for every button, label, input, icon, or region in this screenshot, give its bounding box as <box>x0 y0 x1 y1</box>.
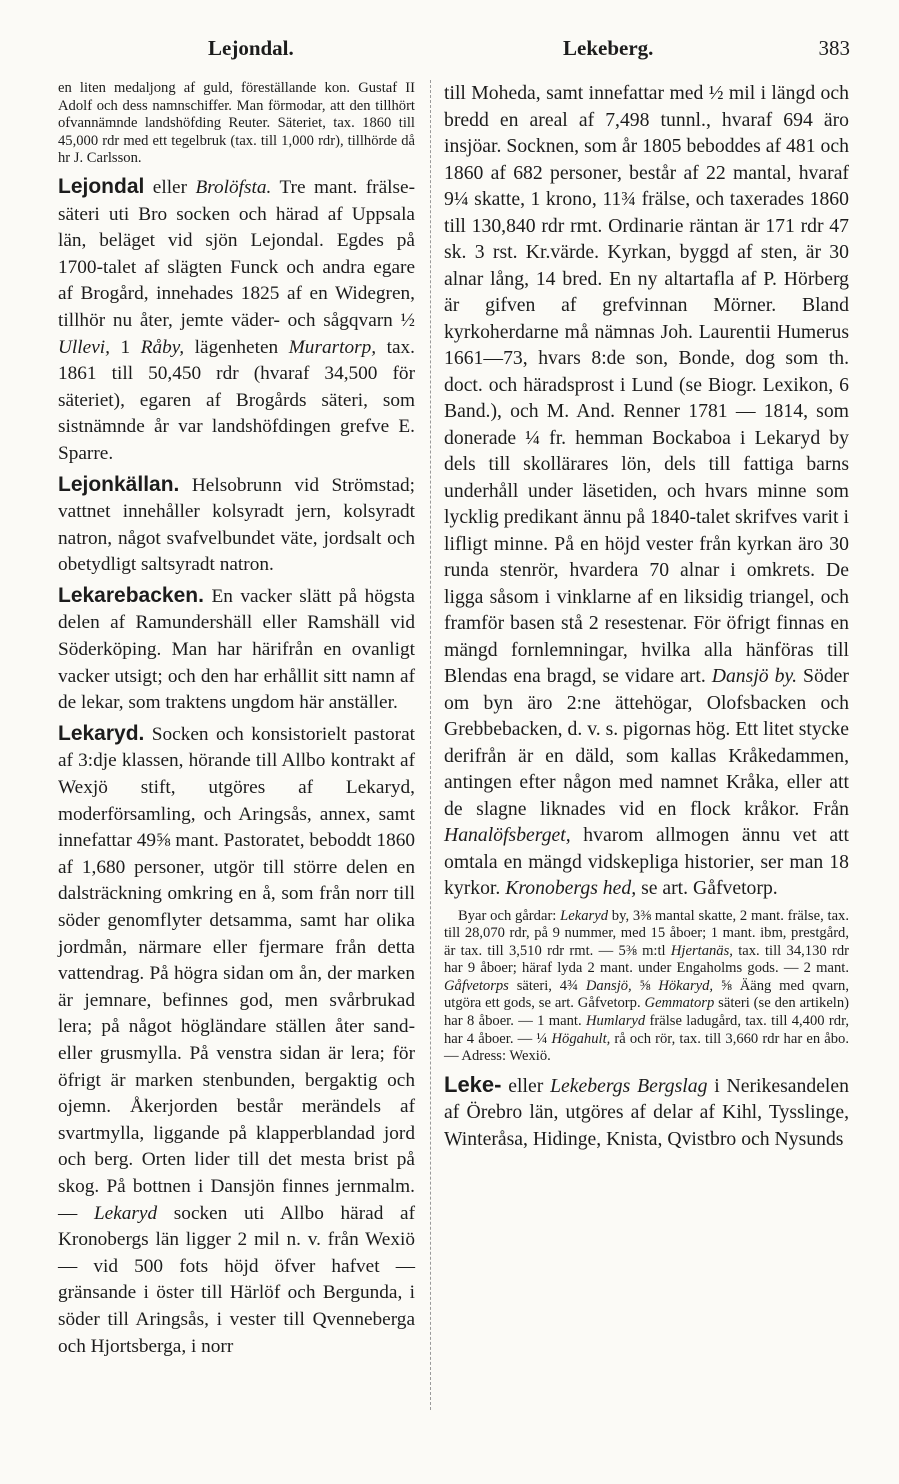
entry-lekaryd: Lekaryd. Socken och konsistorielt pastorat af 3:dje klassen, hörande till Allbo kontrakt af Wexjö stift, utgöres af Lekaryd, moderförsamling, och Aringsås, annex, samt innefattar 49⅝ mant. Pastoratet, beboddt 1860 af 1,680 personer, utgör till större delen en dalsträckning omkring en å, som från norr till söder genomflyter detsamma, samt har olika jordmån, närmare eller fjermare från detta vattendrag. På högra sidan om ån, der marken är jemnare, befinnes god, men svårbrukad lera; på något högländare ställen åter sand- eller grusmylla. På venstra sidan är lera; för öfrigt är marken stenbunden, bergaktig och ojemn. Åkerjorden består merändels af svartmylla, liggande på klapperblandad jord och berg. Orten lider till det mesta brist på skog. På bottnen i Dansjön finnes jernmalm. — Lekaryd socken uti Allbo härad af Kronobergs län ligger 2 mil n. v. från Wexiö — vid 500 fots höjd öfver hafvet — gränsande i öster till Härlöf och Bergunda, i söder till Aringsås, i vester till Qvenneberga och Hjortsberga, i norr <box>58 721 415 1357</box>
entry-leke: Leke- eller Lekebergs Bergslag i Nerikesandelen af Örebro län, utgöres af delar af Kihl, Tysslinge, Winteråsa, Hidinge, Knista, Qvistbro och Nysunds <box>444 1071 849 1150</box>
entry-lekarebacken: Lekarebacken. En vacker slätt på högsta delen af Ramundershäll eller Ramshäll vid Söderköping. Man har härifrån en ovanligt vacker utsigt; och den har erhållit sitt namn af de lekar, som traktens ungdom här anställer. <box>58 583 415 714</box>
entry-lejondal: Lejondal eller Brolöfsta. Tre mant. frälse-säteri uti Bro socken och härad af Uppsala län, beläget vid sjön Lejondal. Egdes på 1700-talet af slägten Funck och andra egare af Brogård, innehades 1825 af en Widegren, tillhör nu åter, jemte väder- och sågqvarn ½ Ullevi, 1 Råby, lägenheten Murartorp, tax. 1861 till 50,450 rdr (hvaraf 34,500 för säteriet), egaren af Brogårds säteri, som sistnämnde år var landshöfdingen grefve E. Sparre. <box>58 174 416 464</box>
right-column <box>444 80 849 1152</box>
lemma-lekarebacken: Lekarebacken. <box>58 583 204 607</box>
entry-lekaryd-continued: till Moheda, samt innefattar med ½ mil i längd och bredd en areal af 7,498 tunnl., hvaraf 694 äro insjöar. Socknen, som år 1805 beboddes af 481 och 1860 af 682 personer, består af 22 mantal, hvaraf 9¼ skatte, 1 krono, 11¾ frälse, och taxerades 1860 till 130,840 rdr rmt. Ordinarie räntan är 171 rdr 47 sk. 3 rst. Kr.värde. Kyrkan, byggd af sten, är 30 alnar lång, 14 bred. En ny altartafla af P. Hörberg är gifven af grefvinnan Mörner. Bland kyrkoherdarne må nämnas Joh. Laurentii Humerus 1661—73, hvars 8:de son, Bonde, dog som th. doct. och häradsprost i Lund (se Biogr. Lexikon, 6 Band.), och M. And. Renner 1781 — 1814, som donerade ¼ fr. hemman Bockaboa i Lekaryd by dels till skollärares lön, dels till fattiga barns underhåll under läsetiden, och hvars minne som lycklig predikant ännu på 1840-talet skrifves varit i lifligt minne. På en höjd vester från kyrkan äro 30 runda stenrör, hvardera 70 alnar i omkrets. De ligga såsom i vinklarne af en liksidig triangel, och framför basen stå 2 resestenar. För öfrigt finnas en mängd fornlemningar, hvilka alla hänföras till Blendas ena bragd, se vidare art. Dansjö by. Söder om byn äro 2:ne ättehögar, Olofsbacken och Grebbebacken, d. v. s. pigornas hög. Ett litet stycke derifrån är en däld, som kallas Kråkedammen, antingen efter någon med namnet Kråka, eller att de slagne liknades vid en flock kråkor. Från Hanalöfsberget, hvarom allmogen ännu vet att omtala en mängd vidskepliga historier, ser man 18 kyrkor. Kronobergs hed, se art. Gåfvetorp. <box>444 82 849 899</box>
header-left-title: Lejondal. <box>208 36 294 60</box>
header-right-title: Lekeberg. <box>563 36 654 60</box>
lemma-lejondal: Lejondal <box>58 174 145 198</box>
lemma-leke: Leke- <box>444 1071 502 1097</box>
left-column <box>58 80 415 1360</box>
running-header <box>58 36 850 66</box>
lemma-lekaryd: Lekaryd. <box>58 721 145 745</box>
lemma-lejonkallan: Lejonkällan. <box>58 472 180 496</box>
entry-lejonkallan: Lejonkällan. Helsobrunn vid Strömstad; vattnet innehåller kolsyradt jern, kolsyradt natron, något svafvelbundet väte, jordsalt och obetydligt saltsyradt natron. <box>58 472 415 576</box>
intro-small-paragraph: en liten medaljong af guld, föreställande kon. Gustaf II Adolf och dess namnschiffer. Man förmodar, att den tillhört ofvannämnde landshöfding Reuter. Säteriet, tax. 1860 till 45,000 rdr med ett tegelbruk (tax. till 1,000 rdr), tillhörde då hr J. Carlsson. <box>58 80 415 167</box>
villages-small-paragraph: Byar och gårdar: Lekaryd by, 3⅜ mantal skatte, 2 mant. frälse, tax. till 28,070 rdr, på 9 nummer, med 15 åboer; 1 mant. ibm, prestgård, är tax. till 3,510 rdr rmt. — 5⅜ m:tl Hjertanäs, tax. till 34,130 rdr har 9 åboer; häraf lyda 2 mant. under Engaholms gods. — 2 mant. Gåfvetorps säteri, 4¾ Dansjö, ⅝ Hökaryd, ⅝ Ääng med qvarn, utgöra ett gods, se art. Gåfvetorp. Gemmatorp säteri (se den artikeln) har 8 åboer. — 1 mant. Humlaryd frälse ladugård, tax. till 4,400 rdr, har 4 åboer. — ¼ Högahult, rå och rör, tax. till 3,660 rdr har en åbo. — Adress: Wexiö. <box>444 907 850 1065</box>
page-number: 383 <box>818 36 850 60</box>
column-divider <box>430 80 431 1410</box>
